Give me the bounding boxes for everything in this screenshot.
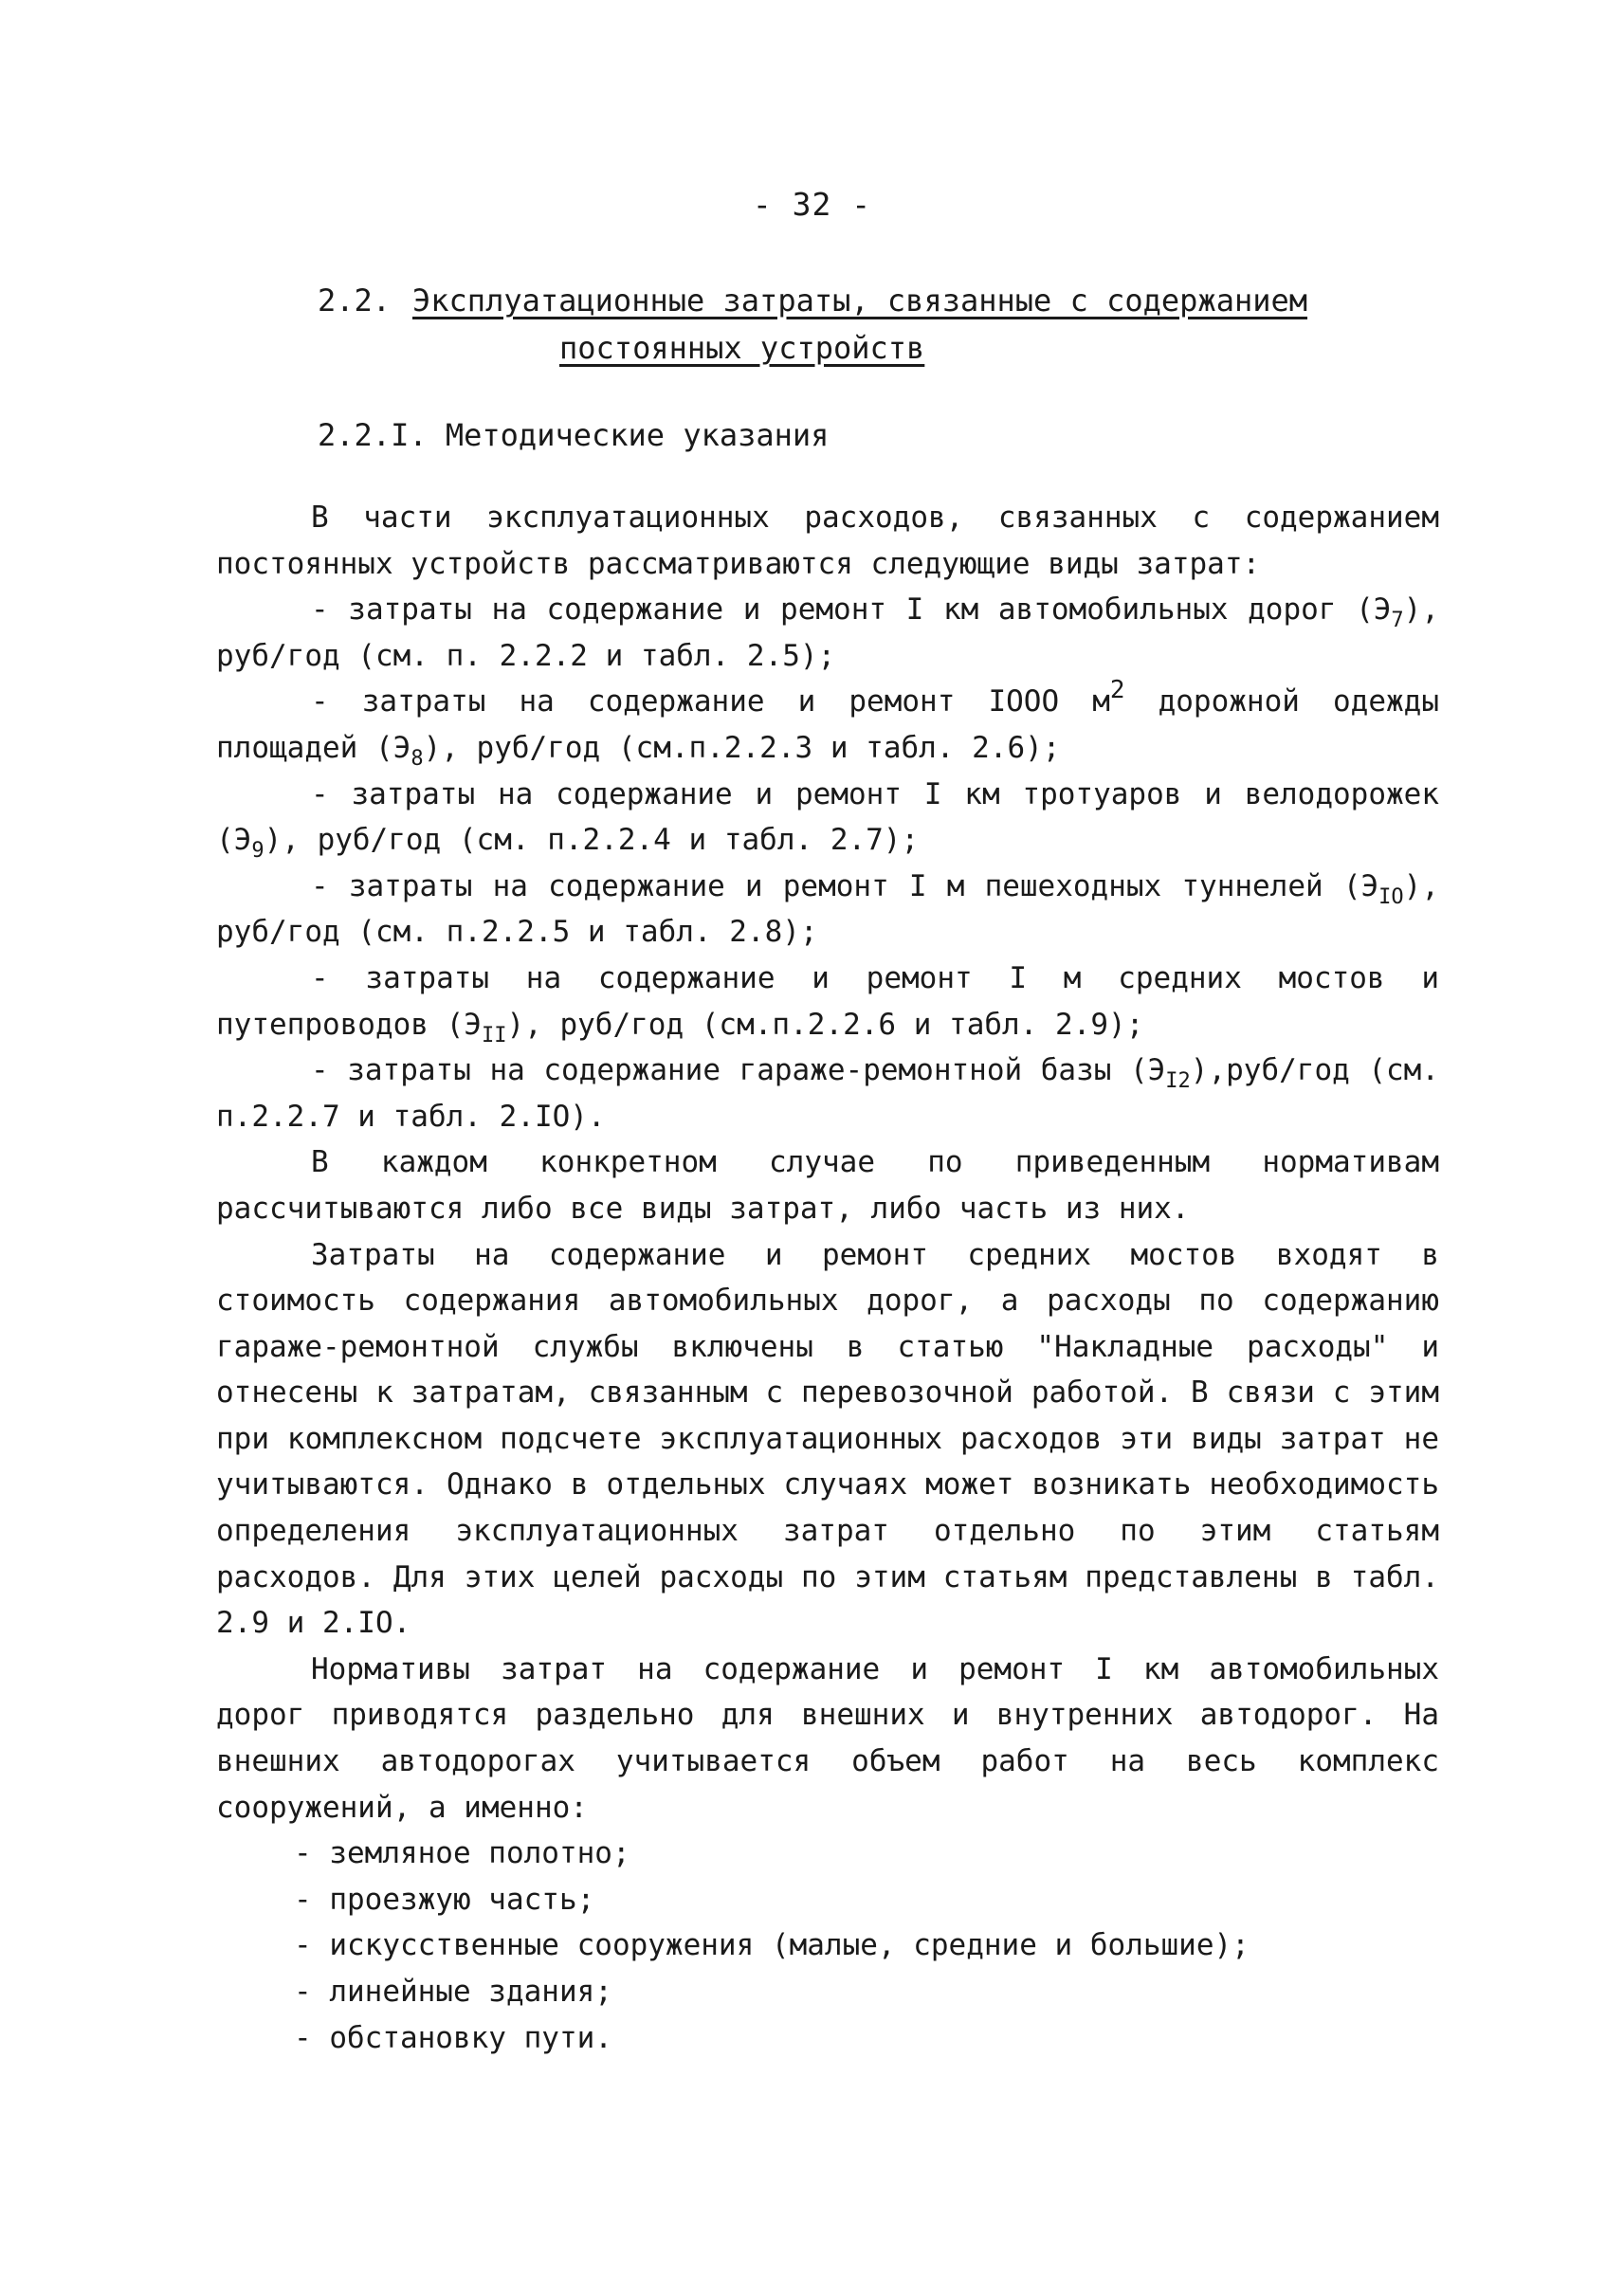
cost-item: - затраты на содержание и ремонт I км автомобильных дорог $(Э_7)$, руб/год (см. п. 2.2.2 и табл. 2.5);: [216, 592, 1439, 673]
structures-list: [216, 1831, 1439, 2061]
paragraph-2: Затраты на содержание и ремонт средних мостов входят в стоимость содержания автомобильных дорог, а расходы по содержанию гараже-ремонтной службы включены в статью "Накладные расходы" и отнесены к затратам, связанным с перевозочной работой. В связи с этим при комплексном подсчете эксплуатационных расходов эти виды затрат не учитываются. Однако в отдельных случаях может возникать необходимость определения эксплуатационных затрат отдельно по этим статьям расходов. Для этих целей расходы по этим статьям представлены в табл. 2.9 и 2.IO.: [216, 1237, 1439, 1641]
list-item: - земляное полотно;: [294, 1836, 630, 1871]
section-title-line1: Эксплуатационные затраты, связанные с содержанием: [412, 282, 1308, 319]
list-item: - обстановку пути.: [294, 2020, 612, 2055]
subsection-heading: 2.2.I. Методические указания: [318, 417, 830, 453]
list-item: - линейные здания;: [294, 1975, 612, 2009]
page-number: - 32 -: [752, 186, 872, 223]
cost-item: - затраты на содержание и ремонт I м средних мостов и путепроводов $(Э_{II})$, руб/год (см.п.2.2.6 и табл. 2.9);: [216, 960, 1439, 1047]
section-title-line2: постоянных устройств: [559, 330, 925, 366]
cost-item: - затраты на содержание гараже-ремонтной базы $(Э_{I2}),руб$/год (см. п.2.2.7 и табл. 2.IO).: [216, 1053, 1439, 1134]
paragraph-1: В каждом конкретном случае по приведенным нормативам рассчитываются либо все виды затрат, либо часть из них.: [216, 1145, 1439, 1226]
section-number: 2.2.: [318, 282, 392, 319]
intro-paragraph: В части эксплуатационных расходов, связанных с содержанием постоянных устройств рассматриваются следующие виды затрат:: [216, 501, 1439, 581]
cost-item: - затраты на содержание и ремонт I м пешеходных туннелей $(Э_{IO})$, руб/год (см. п.2.2.5 и табл. 2.8);: [216, 868, 1439, 950]
list-item: - проезжую часть;: [294, 1882, 595, 1917]
document-body: [216, 495, 1439, 2061]
list-item: - искусственные сооружения (малые, средние и большие);: [294, 1928, 1250, 1963]
cost-item: - затраты на содержание и ремонт I км тротуаров и велодорожек $(Э_9)$, руб/год (см. п.2.2.4 и табл. 2.7);: [216, 776, 1439, 864]
cost-item: - затраты на содержание и ремонт IOOO $м^2$ дорожной одежды площадей $(Э_8)$, руб/год (см.п.2.2.3 и табл. 2.6);: [216, 676, 1439, 771]
paragraph-3: Нормативы затрат на содержание и ремонт I км автомобильных дорог приводятся раздельно для внешних и внутренних автодорог. На внешних автодорогах учитывается объем работ на весь комплекс сооружений, а именно:: [216, 1651, 1439, 1825]
section-heading: [318, 277, 1436, 372]
